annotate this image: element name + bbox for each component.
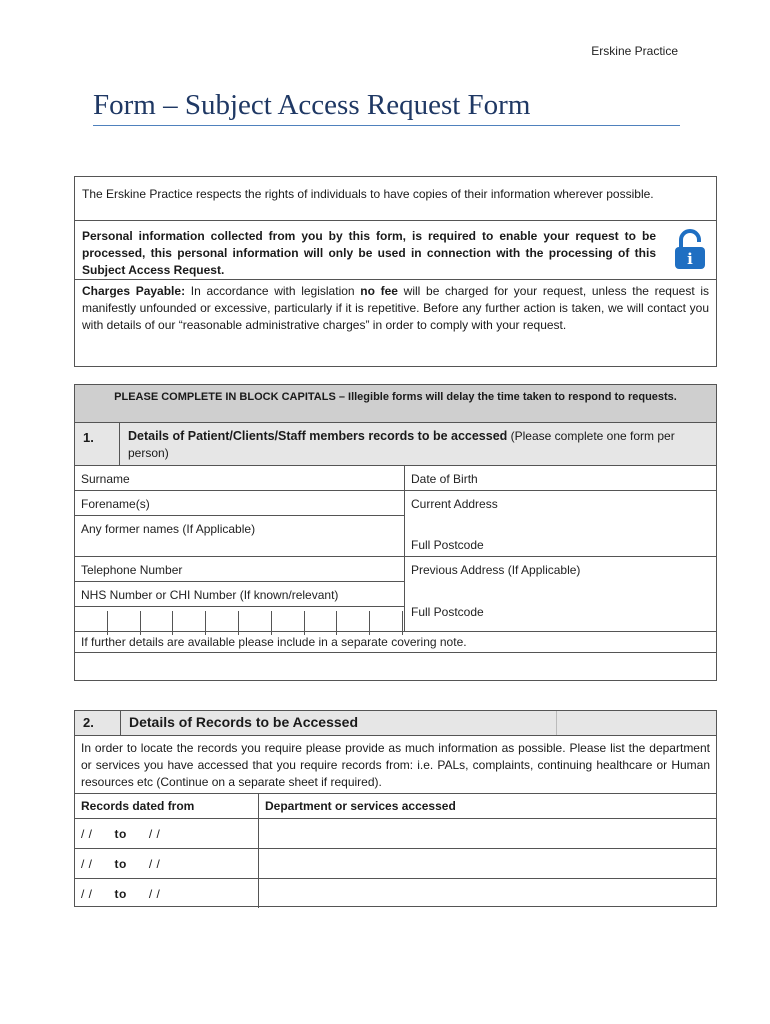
records-table bbox=[75, 794, 716, 908]
section-2-records bbox=[74, 710, 717, 907]
table-row bbox=[75, 879, 716, 909]
former-names-field[interactable]: Any former names (If Applicable) bbox=[81, 522, 256, 536]
section-2-number: 2. bbox=[75, 711, 121, 735]
section-1-number: 1. bbox=[75, 423, 120, 465]
intro-box bbox=[74, 176, 717, 367]
date-of-birth-field[interactable]: Date of Birth bbox=[411, 472, 478, 486]
block-capitals-banner: PLEASE COMPLETE IN BLOCK CAPITALS – Illegible forms will delay the time taken to respond to requests. bbox=[75, 385, 716, 423]
no-fee-text: no fee bbox=[360, 284, 398, 298]
section-2-header bbox=[75, 711, 716, 736]
charges-label: Charges Payable: bbox=[82, 284, 186, 298]
section-1-heading-text: Details of Patient/Clients/Staff members records to be accessed bbox=[128, 429, 508, 443]
svg-text:i: i bbox=[687, 250, 693, 268]
further-details-input[interactable] bbox=[75, 653, 716, 681]
charges-text-a: In accordance with legislation bbox=[185, 284, 361, 298]
telephone-field[interactable]: Telephone Number bbox=[81, 563, 183, 577]
section-1-heading-note: (Please complete one form per person) bbox=[128, 429, 675, 460]
department-input[interactable] bbox=[259, 849, 717, 879]
section-1-heading bbox=[120, 423, 716, 465]
department-input[interactable] bbox=[259, 819, 717, 849]
previous-postcode-field[interactable]: Full Postcode bbox=[411, 605, 484, 619]
records-table-header bbox=[75, 794, 716, 819]
surname-field[interactable]: Surname bbox=[81, 472, 130, 486]
intro-paragraph-rights: The Erskine Practice respects the rights of individuals to have copies of their information wherever possible. bbox=[75, 177, 716, 221]
department-input[interactable] bbox=[259, 879, 717, 909]
section-1-fields bbox=[75, 466, 716, 681]
table-row bbox=[75, 819, 716, 849]
previous-address-field[interactable]: Previous Address (If Applicable) bbox=[411, 563, 581, 577]
col-department-services: Department or services accessed bbox=[259, 794, 717, 819]
section-1-patient-details bbox=[74, 384, 717, 681]
date-range-input[interactable]: / / to / / bbox=[75, 849, 259, 879]
privacy-text: Personal information collected from you by this form, is required to enable your request to be processed, this personal information will only be used in connection with the processing of this Subject Access Request. bbox=[82, 229, 656, 277]
intro-paragraph-charges bbox=[75, 280, 716, 334]
forenames-field[interactable]: Forename(s) bbox=[81, 497, 150, 511]
date-range-input[interactable]: / / to / / bbox=[75, 819, 259, 849]
charges-text-b: will be charged for your request, unless the request is manifestly unfounded or excessive, particularly if it is repetitive. Before any further action is taken, we will contact you with details of our “reasonable administrative charges” in order to comply with your request. bbox=[82, 284, 710, 332]
section-2-heading: Details of Records to be Accessed bbox=[121, 711, 556, 735]
intro-paragraph-privacy bbox=[75, 221, 716, 280]
practice-name-header: Erskine Practice bbox=[591, 44, 678, 58]
current-address-field[interactable]: Current Address bbox=[411, 497, 498, 511]
col-records-dated-from: Records dated from bbox=[75, 794, 259, 819]
page-title: Form – Subject Access Request Form bbox=[93, 88, 680, 126]
section-2-description: In order to locate the records you require please provide as much information as possible. Please list the department or services you have accessed that you require records from: i.e. PALs, complaints, continuing healthcare or Human resources etc (Continue on a separate sheet if required). bbox=[75, 736, 716, 794]
padlock-open-icon bbox=[672, 229, 708, 271]
section-1-header bbox=[75, 423, 716, 466]
table-row bbox=[75, 849, 716, 879]
nhs-number-label: NHS Number or CHI Number (If known/relevant) bbox=[81, 588, 339, 602]
further-details-note: If further details are available please include in a separate covering note. bbox=[81, 635, 467, 649]
date-range-input[interactable]: / / to / / bbox=[75, 879, 259, 909]
current-postcode-field[interactable]: Full Postcode bbox=[411, 538, 484, 552]
